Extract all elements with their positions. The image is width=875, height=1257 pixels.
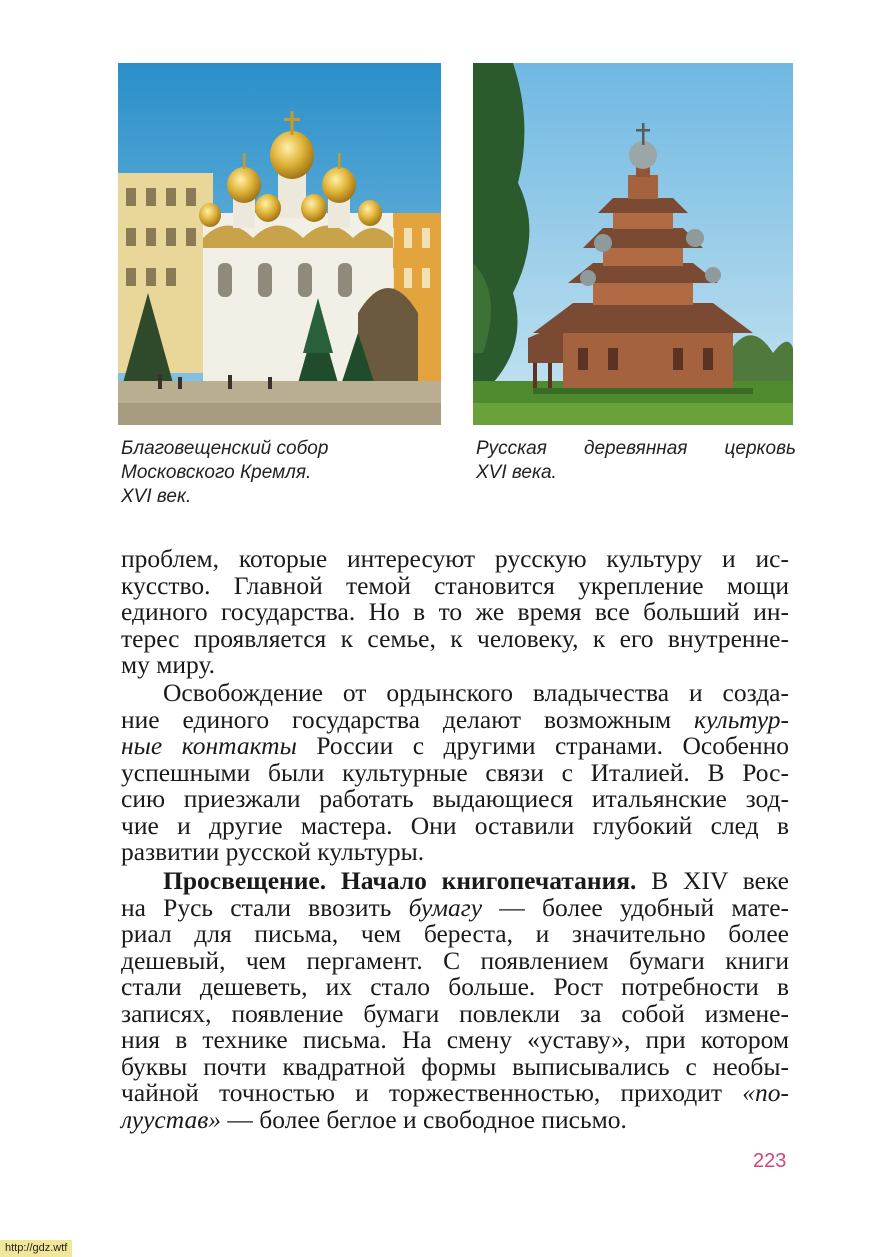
paragraph-cultural-contacts (121, 680, 789, 866)
caption-line: XVI века. (476, 462, 557, 483)
text-line: проблем, которые интересуют русскую культуру и ис- (121, 544, 789, 573)
paragraph-continuation (121, 546, 789, 679)
section-heading: Просвещение. Начало книгопечатания. (163, 866, 637, 895)
italic-term: ные контакты (121, 731, 297, 760)
caption-word: деревянная (583, 438, 688, 459)
text-line (121, 1080, 789, 1107)
text-run: В XIV веке (636, 866, 789, 895)
text-line: риал для письма, чем береста, и значительно более (121, 919, 789, 948)
text-line: буквы почти квадратной формы выписывались с необы- (121, 1051, 789, 1081)
caption-line (476, 437, 796, 461)
caption-word: Русская (476, 438, 547, 459)
italic-term: бумагу (408, 892, 483, 922)
wooden-church-photo (473, 63, 793, 425)
paragraph-enlightenment (121, 868, 789, 1133)
text-line: стали дешеветь, их стало больше. Рост потребности в (121, 972, 789, 1001)
text-line (121, 1104, 789, 1134)
text-line (121, 704, 789, 734)
text-line: чие и другие мастера. Они оставили глубокий след в (121, 810, 789, 840)
text-run: — более беглое и свободное письмо. (221, 1104, 627, 1134)
caption-word: церковь (724, 438, 796, 459)
text-line: единого государства. Но в то же время все больший ин- (121, 597, 789, 626)
text-line: Освобождение от ордынского владычества и созда- (163, 678, 789, 707)
text-run: чайной точностью и торжественностью, приходит (121, 1078, 743, 1107)
text-line (121, 868, 789, 895)
text-line: развитии русской культуры. (121, 837, 425, 866)
text-line: ния в технике письма. На смену «уставу», при котором (121, 1025, 789, 1054)
source-watermark-link[interactable]: http://gdz.wtf (0, 1240, 72, 1257)
figure-caption-left (121, 437, 441, 509)
text-run: ние единого государства делают возможным (121, 704, 695, 734)
page-number: 223 (753, 1150, 787, 1172)
text-line: сию приезжали работать выдающиеся итальянские зод- (121, 784, 789, 813)
text-line: терес проявляется к семье, к человеку, к его внутренне- (121, 623, 789, 653)
text-line: кусство. Главной темой становится укрепление мощи (121, 570, 789, 600)
text-run: на Русь стали ввозить (121, 892, 409, 922)
figure-caption-right (476, 437, 796, 485)
annunciation-cathedral-photo (118, 63, 441, 425)
text-line: дешевый, чем пергамент. С появлением бумаги книги (121, 945, 789, 975)
caption-line: Благовещенский собор (121, 438, 329, 459)
caption-line: XVI век. (121, 486, 192, 507)
text-line: записях, появление бумаги повлекли за собой измене- (121, 998, 789, 1028)
caption-line: Московского Кремля. (121, 462, 312, 483)
italic-term: луустав» (121, 1104, 222, 1134)
text-line (121, 733, 789, 760)
text-line: му миру. (121, 650, 216, 679)
text-line (121, 892, 789, 922)
italic-term: «по- (742, 1078, 789, 1107)
text-line: успешными были культурные связи с Италией. В Рос- (121, 757, 789, 787)
italic-term: культур- (694, 704, 789, 734)
text-run: России с другими странами. Особенно (296, 731, 789, 760)
text-run: — более удобный мате- (482, 892, 789, 922)
